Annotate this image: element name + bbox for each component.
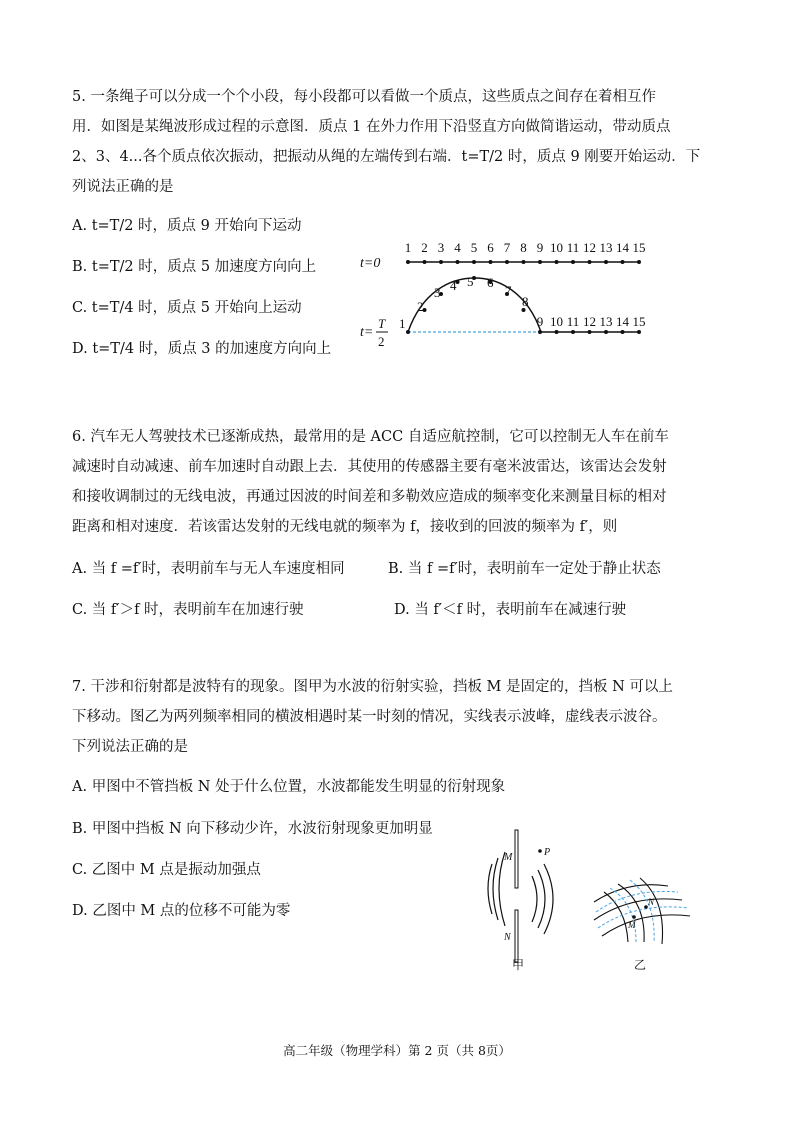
t0-particle xyxy=(505,260,509,264)
t0-number-label: 2 xyxy=(421,240,428,255)
crest-line xyxy=(618,884,644,942)
q6-line-3: 和接收调制过的无线电波，再通过因波的时间差和多勒效应造成的频率变化来测量目标的相对 xyxy=(72,489,667,505)
arc-label-8: 8 xyxy=(522,294,529,309)
t0-number-labels xyxy=(405,240,646,255)
t0-number-label: 10 xyxy=(550,240,563,255)
arc-label-1: 1 xyxy=(399,316,406,331)
q7-line-2: 下移动。图乙为两列频率相同的横波相遇时某一时刻的情况，实线表示波峰，虚线表示波谷。 xyxy=(72,709,667,725)
page-footer: 高二年级（物理学科）第 2 页（共 8页） xyxy=(283,1043,511,1058)
t0-number-label: 9 xyxy=(536,240,544,255)
t0-particle xyxy=(423,260,427,264)
q5-option-b: B. t=T/2 时，质点 5 加速度方向向上 xyxy=(72,259,317,275)
caption-jia: 甲 xyxy=(512,958,525,972)
q7-option-b: B. 甲图中挡板 N 向下移动少许，水波衍射现象更加明显 xyxy=(72,821,433,837)
t-half-particle xyxy=(604,330,608,334)
arc-label-3: 3 xyxy=(434,285,441,300)
t-half-number-label: 9 xyxy=(536,314,544,329)
q5-option-d: D. t=T/4 时，质点 3 的加速度方向向上 xyxy=(72,341,332,357)
arc-label-4: 4 xyxy=(450,278,457,293)
label-p: P xyxy=(544,847,551,858)
t0-particle xyxy=(489,260,493,264)
t-half-number-label: 15 xyxy=(632,314,646,329)
diffraction-figure-jia xyxy=(480,822,590,972)
t0-number-label: 14 xyxy=(616,240,629,255)
t0-number-label: 7 xyxy=(503,240,511,255)
t-half-particle xyxy=(538,330,542,334)
t0-particle xyxy=(637,260,641,264)
q6-line-4: 距离和相对速度．若该雷达发射的无线电就的频率为 f，接收到的回波的频率为 f′，则 xyxy=(72,519,618,535)
t0-number-label: 1 xyxy=(404,240,412,255)
t-half-particle xyxy=(621,330,625,334)
t-half-particle xyxy=(555,330,559,334)
q5-option-c: C. t=T/4 时，质点 5 开始向上运动 xyxy=(72,300,302,316)
t0-particle xyxy=(555,260,559,264)
t-half-particle xyxy=(637,330,641,334)
q7-option-a: A. 甲图中不管挡板 N 处于什么位置，水波都能发生明显的衍射现象 xyxy=(72,779,506,795)
t-half-particle xyxy=(406,330,410,334)
q6-option-b: B. 当 f =f′时，表明前车一定处于静止状态 xyxy=(388,561,661,577)
t0-label: t=0 xyxy=(360,256,381,271)
t-half-prefix: t= xyxy=(360,325,374,340)
t-half-particle xyxy=(588,330,592,334)
crest-line xyxy=(604,892,628,942)
t0-number-label: 15 xyxy=(632,240,646,255)
arc-label-2: 2 xyxy=(417,299,424,314)
q6-option-d: D. 当 f′＜f 时，表明前车在减速行驶 xyxy=(394,602,627,618)
t0-particle xyxy=(472,260,476,264)
incoming-wave-arc xyxy=(488,864,492,914)
t-half-number-label: 11 xyxy=(566,314,580,329)
incoming-wave-arc xyxy=(493,858,498,920)
arc-label-7: 7 xyxy=(505,283,512,298)
q5-option-a: A. t=T/2 时，质点 9 开始向下运动 xyxy=(72,218,302,234)
t0-number-label: 6 xyxy=(487,240,494,255)
rope-wave-figure xyxy=(350,228,670,368)
baffle-n xyxy=(515,910,518,962)
q6-line-2: 减速时自动减速、前车加速时自动跟上去．其使用的传感器主要有毫米波雷达，该雷达会发射 xyxy=(72,459,667,475)
point-p xyxy=(538,849,542,853)
crest-line xyxy=(594,899,682,920)
t0-particle xyxy=(604,260,608,264)
t0-particle xyxy=(571,260,575,264)
interference-figure-yi xyxy=(588,862,698,974)
t0-number-label: 3 xyxy=(437,240,445,255)
q5-line-3: 2、3、4...各个质点依次振动，把振动从绳的左端传到右端．t=T/2 时，质点 9 刚要开始运动．下 xyxy=(72,149,701,165)
label-m: M xyxy=(504,852,513,863)
t0-particle xyxy=(406,260,410,264)
t-half-right-number-labels xyxy=(537,314,646,329)
t0-particle xyxy=(588,260,592,264)
caption-yi: 乙 xyxy=(634,958,647,972)
crest-line xyxy=(640,878,663,944)
point-m xyxy=(632,915,636,919)
arc-label-5: 5 xyxy=(467,274,474,289)
crest-line xyxy=(602,915,690,936)
diffracted-wave-arc xyxy=(538,870,545,928)
t0-particle xyxy=(522,260,526,264)
q7-line-1: 7. 干涉和衍射都是波特有的现象。图甲为水波的衍射实验，挡板 M 是固定的，挡板 N 可以上 xyxy=(72,679,673,695)
t0-dots xyxy=(406,260,641,264)
diffracted-wave-arc xyxy=(532,876,537,922)
q5-line-4: 列说法正确的是 xyxy=(72,179,174,195)
t-half-number-label: 13 xyxy=(599,314,613,329)
t-half-numerator: T xyxy=(378,316,386,331)
q6-line-1: 6. 汽车无人驾驶技术已逐渐成热，最常用的是 ACC 自适应航控制，它可以控制无人车在前车 xyxy=(72,429,669,445)
t0-particle xyxy=(456,260,460,264)
t-half-particle xyxy=(571,330,575,334)
q5-line-1: 5. 一条绳子可以分成一个个小段，每小段都可以看做一个质点，这些质点之间存在着相互作 xyxy=(72,89,656,105)
label-m-yi: M xyxy=(628,920,636,930)
t0-number-label: 12 xyxy=(583,240,596,255)
t-half-number-label: 10 xyxy=(550,314,563,329)
q7-option-d: D. 乙图中 M 点的位移不可能为零 xyxy=(72,903,291,919)
t0-particle xyxy=(439,260,443,264)
q7-line-3: 下列说法正确的是 xyxy=(72,739,188,755)
q7-option-c: C. 乙图中 M 点是振动加强点 xyxy=(72,862,261,878)
t0-number-label: 5 xyxy=(470,240,478,255)
q5-line-2: 用．如图是某绳波形成过程的示意图．质点 1 在外力作用下沿竖直方向做简谐运动，带动质点 xyxy=(72,119,671,135)
label-n-yi: N xyxy=(648,897,655,907)
q6-option-a: A. 当 f =f′时，表明前车与无人车速度相同 xyxy=(72,561,345,577)
t-half-number-label: 12 xyxy=(583,314,596,329)
q6-option-c: C. 当 f′＞f 时，表明前车在加速行驶 xyxy=(72,602,304,618)
t0-number-label: 4 xyxy=(454,240,461,255)
t0-number-label: 11 xyxy=(566,240,580,255)
t0-number-label: 13 xyxy=(599,240,613,255)
baffle-m xyxy=(515,830,518,888)
t0-particle xyxy=(621,260,625,264)
label-n: N xyxy=(504,932,511,943)
t0-particle xyxy=(538,260,542,264)
t0-number-label: 8 xyxy=(520,240,527,255)
t-half-number-label: 14 xyxy=(616,314,629,329)
t-half-denominator: 2 xyxy=(378,334,385,349)
incoming-wave-arc xyxy=(499,852,505,926)
arc-label-6: 6 xyxy=(487,275,494,290)
